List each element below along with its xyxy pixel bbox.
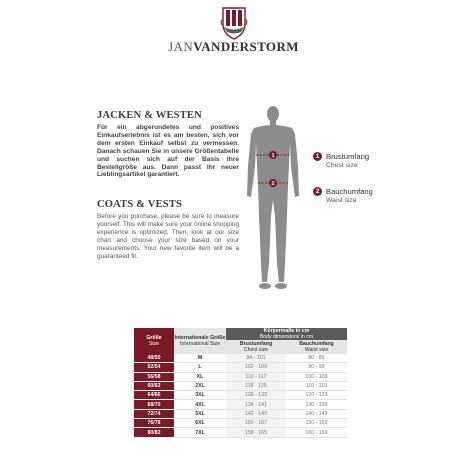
- callout-title: Brustumfang: [326, 152, 370, 161]
- size-cell: 48/50: [134, 354, 174, 363]
- brand-name-light: JAN: [168, 39, 194, 54]
- chest-cell: 118 - 125: [226, 381, 286, 390]
- callout-subtitle: Waist size: [326, 197, 357, 204]
- waist-cell: 90 - 99: [286, 363, 347, 372]
- size-chart-table: [134, 328, 347, 438]
- size-cell: 56/58: [134, 372, 174, 381]
- waist-cell: 140 - 149: [286, 409, 347, 418]
- chest-cell: 126 - 133: [226, 391, 286, 400]
- header-chest: Brustumfang Chest size: [226, 340, 286, 354]
- intl-cell: L: [174, 363, 226, 372]
- header-size: Größe Size: [134, 328, 174, 354]
- table-row: [134, 428, 347, 437]
- size-cell: 68/70: [134, 400, 174, 409]
- table-row: [134, 419, 347, 428]
- intl-cell: 2XL: [174, 381, 226, 390]
- waist-cell: 120 - 129: [286, 391, 347, 400]
- intl-cell: XL: [174, 372, 226, 381]
- size-cell: 72/74: [134, 409, 174, 418]
- callout-number: 1: [313, 152, 322, 161]
- table-row: [134, 400, 347, 409]
- table-row: [134, 391, 347, 400]
- waist-cell: 150 - 159: [286, 419, 347, 428]
- callout-number: 2: [313, 187, 322, 196]
- size-cell: 64/66: [134, 391, 174, 400]
- table-row: [134, 354, 347, 363]
- intl-cell: 7XL: [174, 428, 226, 437]
- size-cell: 60/62: [134, 381, 174, 390]
- chest-cell: 102 - 109: [226, 363, 286, 372]
- table-row: [134, 409, 347, 418]
- brand-name-bold: VANDERSTORM: [193, 39, 299, 54]
- chest-cell: 110 - 117: [226, 372, 286, 381]
- svg-text:1: 1: [271, 153, 275, 160]
- english-heading: COATS & VESTS: [97, 199, 183, 210]
- chest-cell: 94 - 101: [226, 354, 286, 363]
- waist-cell: 160 - 169: [286, 428, 347, 437]
- intl-cell: 5XL: [174, 409, 226, 418]
- german-heading: JACKEN & WESTEN: [97, 110, 202, 121]
- brand-wordmark: [0, 39, 467, 55]
- svg-text:2: 2: [271, 181, 275, 188]
- waist-cell: 80 - 89: [286, 354, 347, 363]
- brand-logo: [219, 6, 249, 40]
- callout-title: Bauchumfang: [326, 187, 373, 196]
- waist-cell: 110 - 119: [286, 381, 347, 390]
- chest-cell: 142 - 149: [226, 409, 286, 418]
- chest-cell: 158 - 165: [226, 428, 286, 437]
- german-text: Für ein abgerundetes und positives Einkaufserlebnis ist es am besten, sich vor dem ersten Einkauf selbst zu vermessen. Danach schauen Sie in unsere Größentabelle und suchen sich auf der Basis Ihre Bestellgröße aus. Dann passt Ihr neuer Lieblingsartikel garantiert.: [97, 124, 239, 179]
- body-silhouette: [241, 104, 305, 296]
- waist-cell: 130 - 139: [286, 400, 347, 409]
- chest-cell: 150 - 157: [226, 419, 286, 428]
- intl-cell: 6XL: [174, 419, 226, 428]
- header-international: Internationale Größe International Size: [174, 328, 226, 354]
- intl-cell: 3XL: [174, 391, 226, 400]
- intl-cell: M: [174, 354, 226, 363]
- size-cell: 76/78: [134, 419, 174, 428]
- table-row: [134, 372, 347, 381]
- header-waist: Bauchumfang Waist size: [286, 340, 347, 354]
- table-row: [134, 363, 347, 372]
- intl-cell: 4XL: [174, 400, 226, 409]
- size-cell: 80/82: [134, 428, 174, 437]
- chest-cell: 134 - 141: [226, 400, 286, 409]
- callout-subtitle: Chest size: [326, 162, 358, 169]
- table-row: [134, 381, 347, 390]
- viking-ship-icon: [219, 6, 249, 40]
- size-rows: [134, 354, 347, 437]
- header-body-dimensions: Körpermaße in cm Body dimensions in cm: [226, 328, 347, 340]
- english-text: Before you purchase, please be sure to measure yourself. This will make sure your online shopping experience is optimized. Then, look at our size chart and choose your size based on your measurements. Your new favorite item will be a guaranteed fit.: [97, 213, 239, 260]
- waist-cell: 100 - 109: [286, 372, 347, 381]
- size-cell: 52/54: [134, 363, 174, 372]
